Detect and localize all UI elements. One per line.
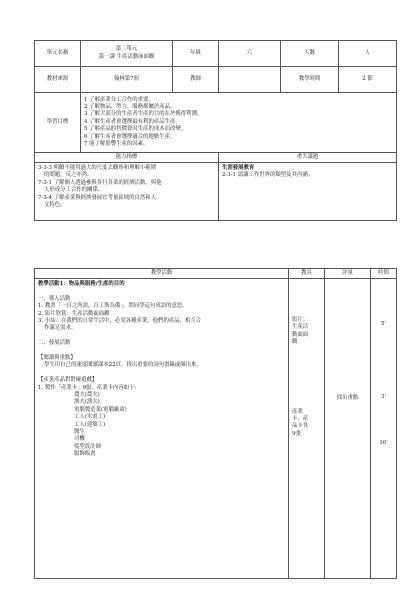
card-item: 服飾販賣 xyxy=(74,451,96,458)
issue-title: 生涯發展教育 xyxy=(222,165,255,171)
unit-title-line2: 第一課 生產活動面面觀 xyxy=(98,53,155,60)
card-item: 醫生 xyxy=(74,429,85,436)
issue-header: 重大議題 xyxy=(219,153,397,163)
activity-header: 教學活動 xyxy=(35,269,289,279)
goal-item: 6 了解生產者會選擇適合的地點生產。 xyxy=(84,133,176,140)
hours-value: 2 節 xyxy=(339,67,397,93)
section-develop-heading: 二、發展活動 xyxy=(38,340,71,347)
competency-text: 明瞭不能用過大的尺度去觀察和理解小範圍 xyxy=(53,165,157,171)
competency-list xyxy=(35,163,219,221)
material-value: 翰林第7冊 xyxy=(81,67,173,93)
issue-item: 2-3-1 認識工作世界的類型及其內涵。 xyxy=(222,172,314,179)
time-item: 3' xyxy=(381,394,386,401)
unit-title-line1: 第二單元 xyxy=(115,46,138,53)
aid-video: 生產活 xyxy=(292,324,309,331)
competency-code: 7-3-4 xyxy=(38,194,52,201)
aid-video: 觀 xyxy=(292,339,298,346)
time-item: 5' xyxy=(381,321,386,327)
grade-value: 六 xyxy=(219,41,281,67)
competency-text: 的問題，反之亦然。 xyxy=(44,172,93,179)
aids-header: 教具 xyxy=(289,269,325,279)
intro-item: 3. 小結：在我們的日常生活中，必須各種產業，他們的產品，相互合 xyxy=(38,318,202,325)
teacher-value xyxy=(219,67,281,93)
aid-cards: 卡、產 xyxy=(292,416,309,423)
goals-label: 學習目標 xyxy=(35,93,81,153)
card-item: 司機 xyxy=(74,436,85,443)
goal-item: 3 了解大部分的生產者生產的目的在於獲得利潤。 xyxy=(84,111,203,118)
section-intro-heading: 一、導入活動 xyxy=(38,295,71,302)
card-item: 電腦製造業(電腦廠商) xyxy=(74,406,127,413)
lesson-plan-header-table xyxy=(34,40,397,221)
unit-name-label: 單元名稱 xyxy=(35,41,81,67)
competency-header: 能力指標 xyxy=(35,153,219,163)
unit-title xyxy=(81,41,173,67)
goal-item: 1 了解產業分工合作的重要。 xyxy=(84,96,154,103)
intro-item: 作滿足需求。 xyxy=(44,325,77,332)
evaluation-header: 評量 xyxy=(325,269,371,279)
goal-item: 5 了解產品的售價會因生產的成本而改變。 xyxy=(84,126,187,133)
competency-text: 文特色。 xyxy=(44,202,66,209)
material-label: 教材來源 xyxy=(35,67,81,93)
aids-content xyxy=(289,279,325,579)
competency-item xyxy=(38,195,215,202)
reading-title: 【閱讀與重點】 xyxy=(38,355,76,362)
goal-item: 2 了解物品、勞力、服務都屬於產品。 xyxy=(84,103,176,110)
teaching-activity-table xyxy=(34,268,397,579)
time-header: 時間 xyxy=(371,269,397,279)
aid-cards: 9張 xyxy=(292,430,301,437)
reading-text: 學生用自己的速度閱讀課本22頁，找出重要的詞句畫線或圈出來。 xyxy=(44,362,202,369)
card-item: 工人(建築工) xyxy=(74,421,106,428)
aid-video: 影片： xyxy=(292,317,309,323)
competency-text: 了解個人透過參與各行各業的經濟活動，與他 xyxy=(53,179,162,186)
competency-text: 了解產業與經濟發展宜考量區域的自然和人 xyxy=(53,194,157,201)
card-item: 髮型設計師 xyxy=(74,443,101,450)
card-item: 工人(水電工) xyxy=(74,414,106,421)
time-item: 10' xyxy=(379,439,388,446)
issue-cell xyxy=(219,163,397,221)
evaluation-content xyxy=(325,279,371,579)
evaluation-item: 找出重點 xyxy=(336,395,359,401)
intro-item: 2. 影片欣賞：生產活動面面觀 xyxy=(38,310,110,317)
goal-item: 7 能了解影響生產的因素。 xyxy=(84,141,149,148)
game-step: 1. 製作「產業卡」9張，產業卡內容如下： xyxy=(38,384,140,391)
aid-video: 動面面 xyxy=(292,331,309,338)
hours-label: 教學時間 xyxy=(281,67,339,93)
teacher-label: 教師 xyxy=(173,67,219,93)
goals-list xyxy=(81,93,397,153)
game-title: 【產業產品對對碰遊戲】 xyxy=(38,377,98,384)
goal-item: 4 了解生產者會選擇最有利的產品生產。 xyxy=(84,118,181,125)
intro-item: 1. 教書「一日之所需，百工斯為備」，問同學這句成語的意思。 xyxy=(38,303,188,310)
card-item: 漁夫(漁夫) xyxy=(74,399,100,406)
card-item: 農夫(農夫) xyxy=(74,392,100,399)
grade-label: 年級 xyxy=(173,41,219,67)
competency-code: 7-3-1 xyxy=(38,179,52,186)
competency-text: 人形成分工合作的關係。 xyxy=(44,187,104,194)
competency-code: 3-3-3 xyxy=(38,165,52,171)
count-label: 人數 xyxy=(281,41,339,67)
activity-content xyxy=(35,279,289,579)
activity-title: 教學活動1：物品與服務/生產的目的 xyxy=(38,281,125,287)
time-content xyxy=(371,279,397,579)
count-unit: 人 xyxy=(339,41,397,67)
aid-cards: 品卡各 xyxy=(292,423,309,430)
aid-cards: 產業 xyxy=(292,408,303,415)
